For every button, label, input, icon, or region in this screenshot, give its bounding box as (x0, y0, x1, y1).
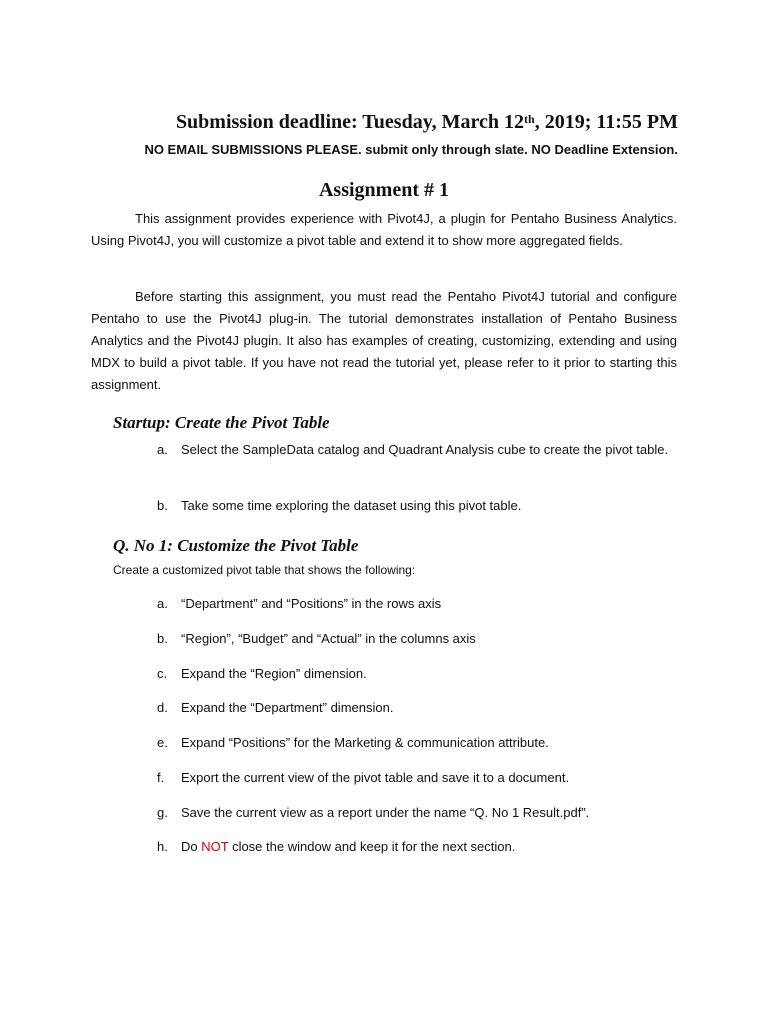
list-item (157, 439, 677, 461)
list-marker: d. (157, 700, 168, 715)
list-item-text: “Region”, “Budget” and “Actual” in the columns axis (181, 631, 476, 646)
deadline-suffix: , 2019; 11:55 PM (534, 111, 678, 133)
list-item-text: Take some time exploring the dataset using this pivot table. (181, 498, 522, 513)
list-item-text: Expand the “Department” dimension. (181, 700, 394, 715)
prerequisite-paragraph: Before starting this assignment, you must read the Pentaho Pivot4J tutorial and configure Pentaho to use the Pivot4J plug-in. The tutorial demonstrates installation of Pentaho Business Analytics and the Pivot4J plugin. It also has examples of creating, customizing, extending and using MDX to build a pivot table. If you have not read the tutorial yet, please refer to it prior to starting this assignment. (91, 289, 677, 392)
list-marker: c. (157, 666, 168, 681)
deadline-superscript: th (524, 112, 535, 126)
intro-paragraph: This assignment provides experience with Pivot4J, a plugin for Pentaho Business Analytics. Using Pivot4J, you will customize a pivot table and extend it to show more aggregated fields. (91, 211, 677, 248)
list-marker: g. (157, 805, 168, 820)
list-marker: b. (157, 498, 168, 513)
list-marker: h. (157, 839, 168, 854)
startup-heading: Startup: Create the Pivot Table (113, 413, 330, 432)
assignment-title: Assignment # 1 (318, 179, 449, 201)
list-item (157, 836, 677, 858)
submission-deadline (90, 108, 678, 136)
list-marker: f. (157, 770, 165, 785)
text-before: Do (181, 839, 202, 854)
deadline-prefix: Submission deadline: Tuesday, March 12 (175, 111, 525, 133)
emphasis-not: NOT (201, 839, 229, 854)
list-item (157, 767, 677, 789)
list-item-text: Expand “Positions” for the Marketing & communication attribute. (181, 735, 549, 750)
list-marker: b. (157, 631, 168, 646)
list-marker: a. (157, 596, 168, 611)
list-marker: a. (157, 442, 168, 457)
submission-notice: NO EMAIL SUBMISSIONS PLEASE. submit only through slate. NO Deadline Extension. (144, 142, 678, 157)
list-item-text: Select the SampleData catalog and Quadrant Analysis cube to create the pivot table. (181, 442, 669, 457)
list-item-text: Save the current view as a report under the name “Q. No 1 Result.pdf”. (181, 805, 590, 820)
list-item (157, 495, 677, 517)
q1-intro: Create a customized pivot table that shows the following: (113, 563, 416, 577)
list-item (157, 628, 677, 650)
list-marker: e. (157, 735, 168, 750)
list-item (157, 802, 677, 824)
list-item-text: Export the current view of the pivot table and save it to a document. (181, 770, 570, 785)
list-item-text (181, 836, 677, 858)
list-item (157, 732, 677, 754)
q1-heading: Q. No 1: Customize the Pivot Table (113, 536, 359, 555)
list-item (157, 663, 677, 685)
text-after: close the window and keep it for the next section. (228, 839, 516, 854)
list-item-text: Expand the “Region” dimension. (181, 666, 367, 681)
list-item (157, 697, 677, 719)
list-item (157, 593, 677, 615)
list-item-text: “Department” and “Positions” in the rows axis (181, 596, 442, 611)
